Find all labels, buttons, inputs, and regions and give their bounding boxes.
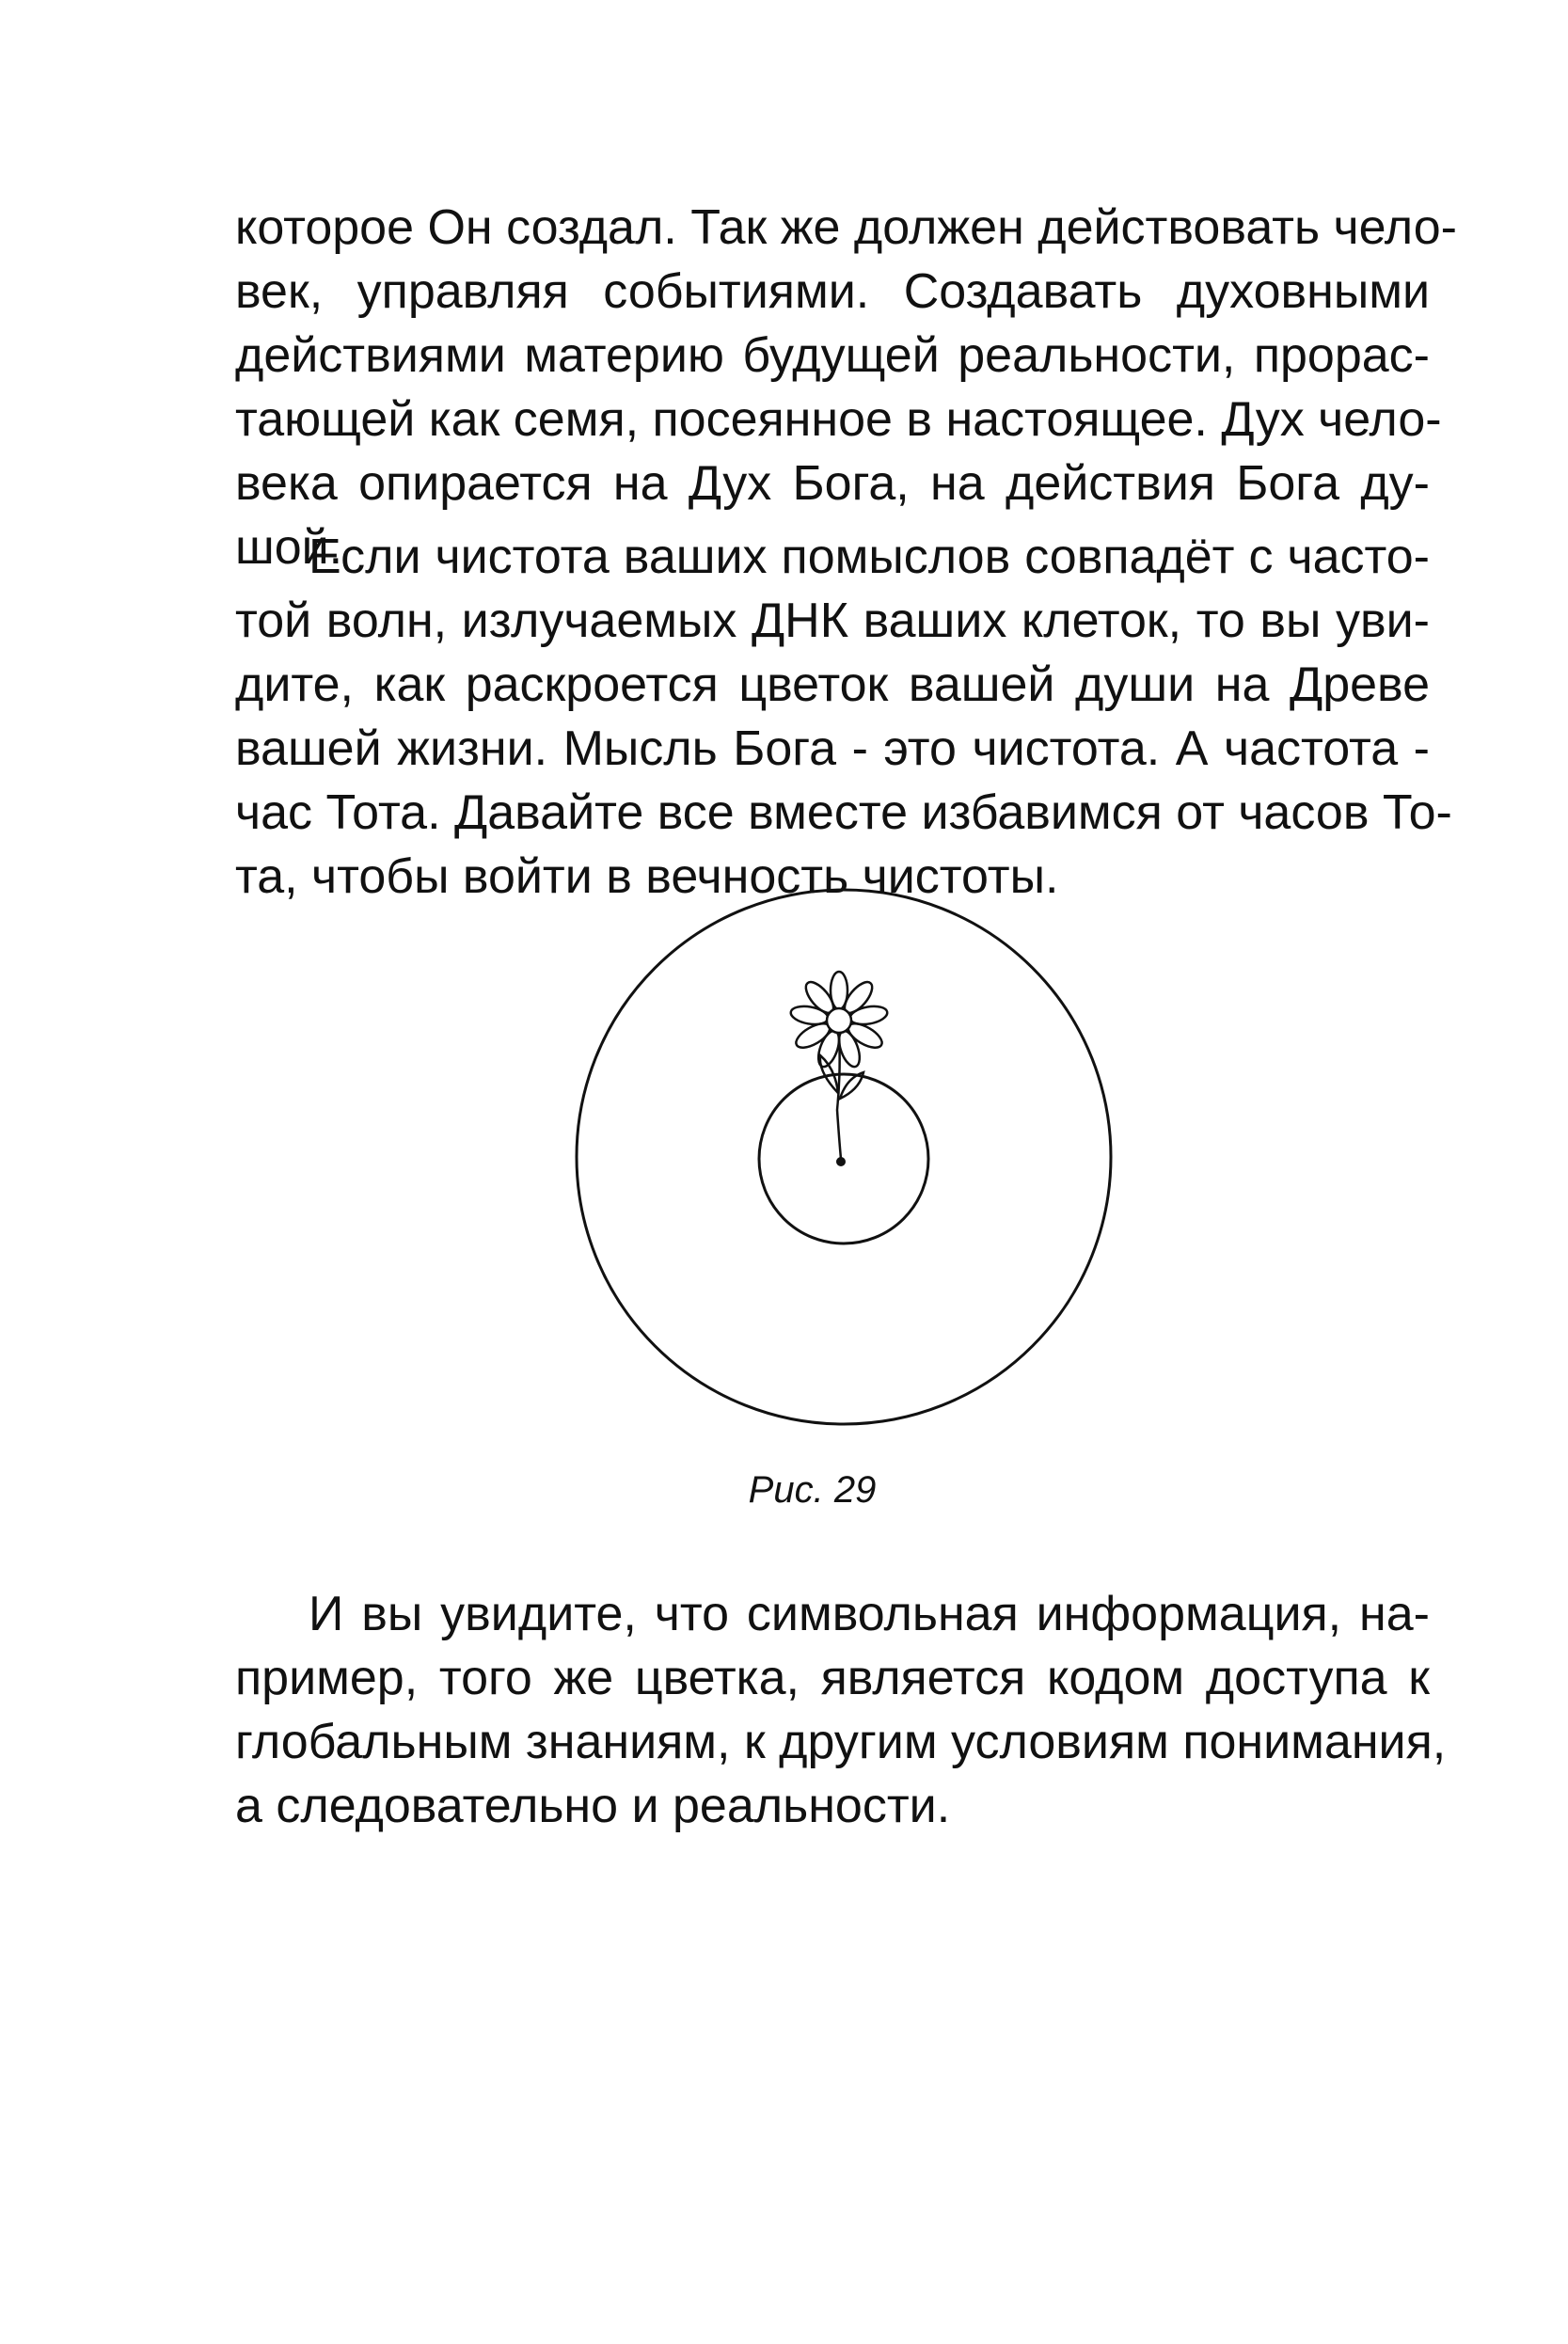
outer-circle — [577, 890, 1111, 1424]
text-line: пример, того же цветка, является кодом доступа к — [235, 1651, 1430, 1705]
text-line: а следовательно и реальности. — [235, 1779, 951, 1833]
text-line: век, управляя событиями. Создавать духовными — [235, 264, 1430, 319]
center-dot — [836, 1157, 846, 1166]
text-line: И вы увидите, что символьная информация, на- — [309, 1587, 1430, 1641]
figure-caption: Рис. 29 — [748, 1469, 877, 1511]
text-line: века опирается на Дух Бога, на действия Бога ду- — [235, 456, 1430, 511]
text-line: глобальным знаниям, к другим условиям понимания, — [235, 1715, 1447, 1769]
text-line: шой. — [235, 520, 343, 575]
text-line: действиями материю будущей реальности, прорас- — [235, 328, 1430, 383]
text-line: Если чистота ваших помыслов совпадёт с часто- — [309, 530, 1430, 584]
figure-29-diagram — [564, 884, 1129, 1449]
text-line: та, чтобы войти в вечность чистоты. — [235, 849, 1059, 904]
text-line: той волн, излучаемых ДНК ваших клеток, то вы уви- — [235, 594, 1430, 648]
paragraph-1 — [235, 196, 1457, 579]
text-line: тающей как семя, посеянное в настоящее. Дух чело- — [235, 392, 1442, 447]
text-line: вашей жизни. Мысль Бога - это чистота. А частота - — [235, 721, 1430, 776]
text-line: час Тота. Давайте все вместе избавимся от часов То- — [235, 785, 1452, 840]
text-line: которое Он создал. Так же должен действовать чело- — [235, 200, 1457, 255]
text-line: дите, как раскроется цветок вашей души на Древе — [235, 657, 1430, 712]
paragraph-2 — [235, 525, 1452, 909]
flower-icon — [789, 972, 889, 1159]
paragraph-3 — [235, 1582, 1447, 1838]
